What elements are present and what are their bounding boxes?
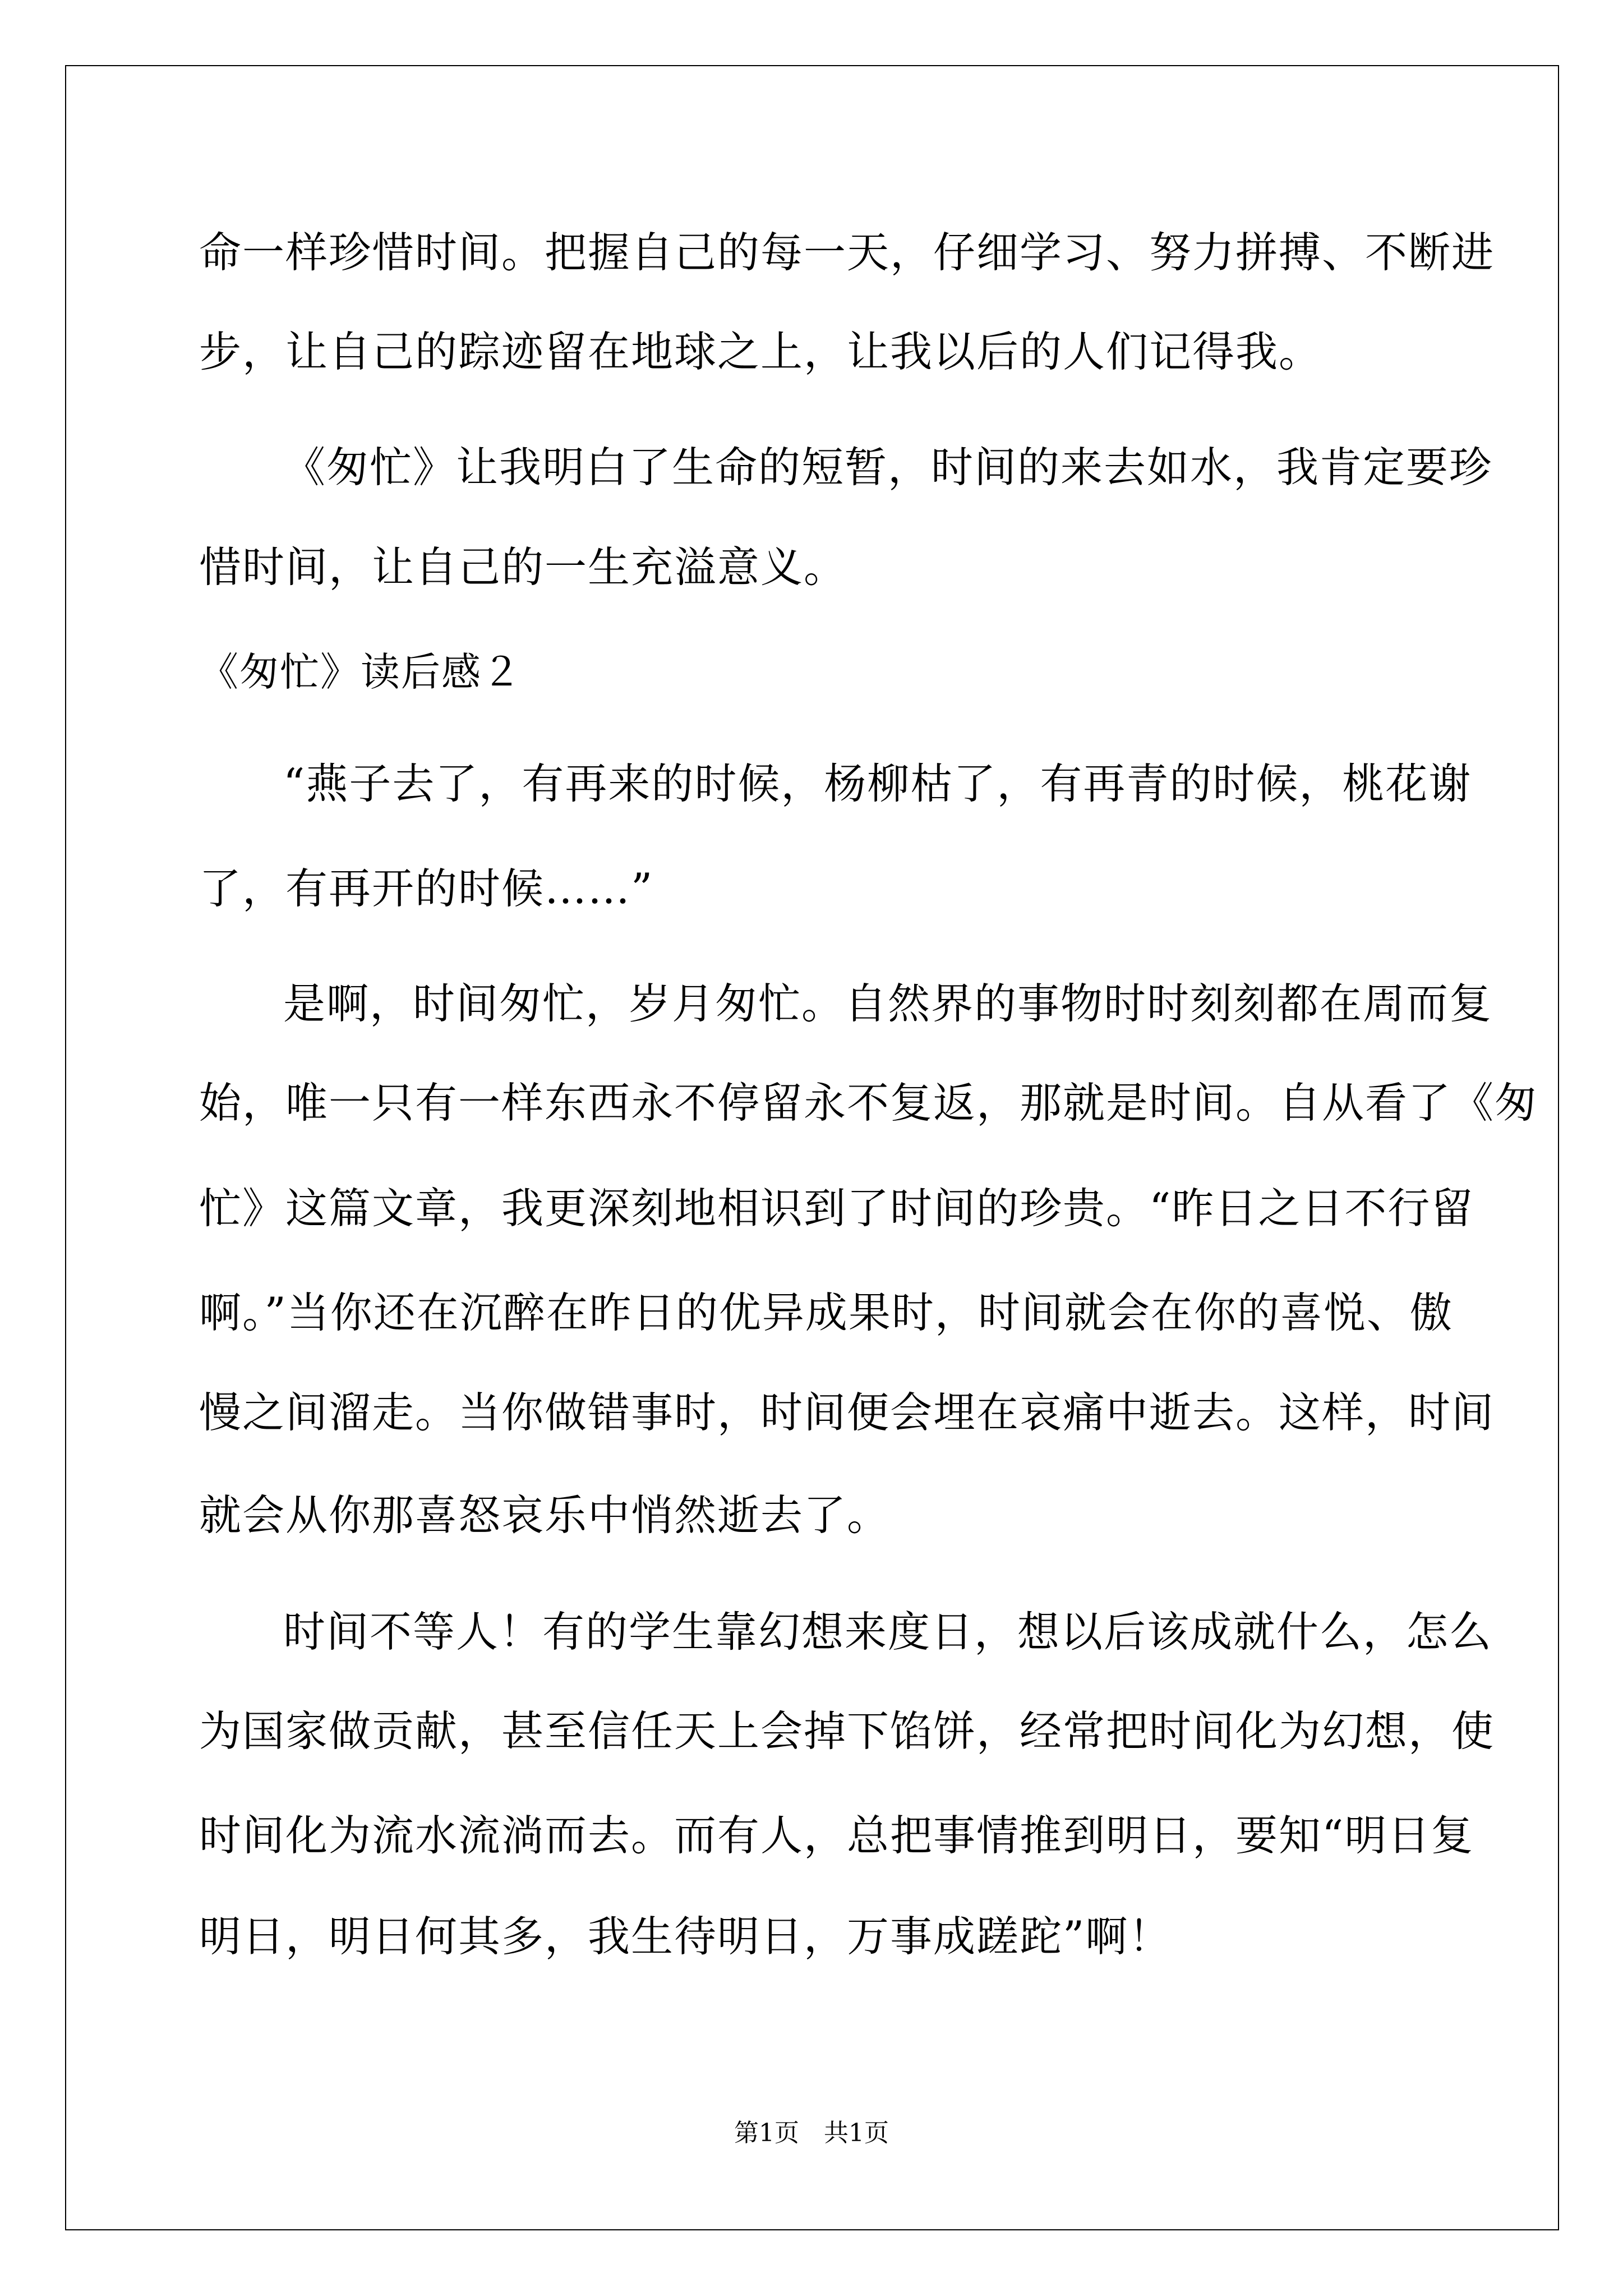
body-line: 忙》这篇文章，我更深刻地相识到了时间的珍贵。“昨日之日不行留 bbox=[199, 1184, 1474, 1233]
body-line: 时间不等人！有的学生靠幻想来度日，想以后该成就什么，怎么 bbox=[283, 1607, 1493, 1657]
body-line: 啊。”当你还在沉醉在昨日的优异成果时，时间就会在你的喜悦、傲 bbox=[199, 1288, 1453, 1337]
body-line: 为国家做贡献，甚至信任天上会掉下馅饼，经常把时间化为幻想，使 bbox=[199, 1706, 1495, 1756]
page-footer: 第1页 共1页 bbox=[734, 2119, 889, 2147]
body-line: 明日，明日何其多，我生待明日，万事成蹉跎”啊！ bbox=[199, 1912, 1172, 1961]
page-border bbox=[65, 65, 1559, 2230]
body-line: 就会从你那喜怒哀乐中悄然逝去了。 bbox=[199, 1490, 891, 1540]
section-heading: 《匆忙》读后感２ bbox=[199, 649, 522, 695]
body-line: 慢之间溜走。当你做错事时，时间便会埋在哀痛中逝去。这样，时间 bbox=[199, 1388, 1495, 1437]
body-line: 时间化为流水流淌而去。而有人，总把事情推到明日，要知“明日复 bbox=[199, 1811, 1474, 1860]
body-line: “燕子去了，有再来的时候，杨柳枯了，有再青的时候，桃花谢 bbox=[283, 759, 1472, 808]
body-line: 了，有再开的时候……” bbox=[199, 864, 654, 913]
body-line: 始，唯一只有一样东西永不停留永不复返，那就是时间。自从看了《匆 bbox=[199, 1078, 1538, 1128]
body-line: 惜时间，让自己的一生充溢意义。 bbox=[199, 542, 847, 592]
body-line: 《匆忙》让我明白了生命的短暂，时间的来去如水，我肯定要珍 bbox=[283, 443, 1493, 492]
body-line: 步，让自己的踪迹留在地球之上，让我以后的人们记得我。 bbox=[199, 327, 1322, 376]
body-line: 命一样珍惜时间。把握自己的每一天，仔细学习、努力拼搏、不断进 bbox=[199, 228, 1495, 277]
body-line: 是啊，时间匆忙，岁月匆忙。自然界的事物时时刻刻都在周而复 bbox=[283, 979, 1493, 1028]
